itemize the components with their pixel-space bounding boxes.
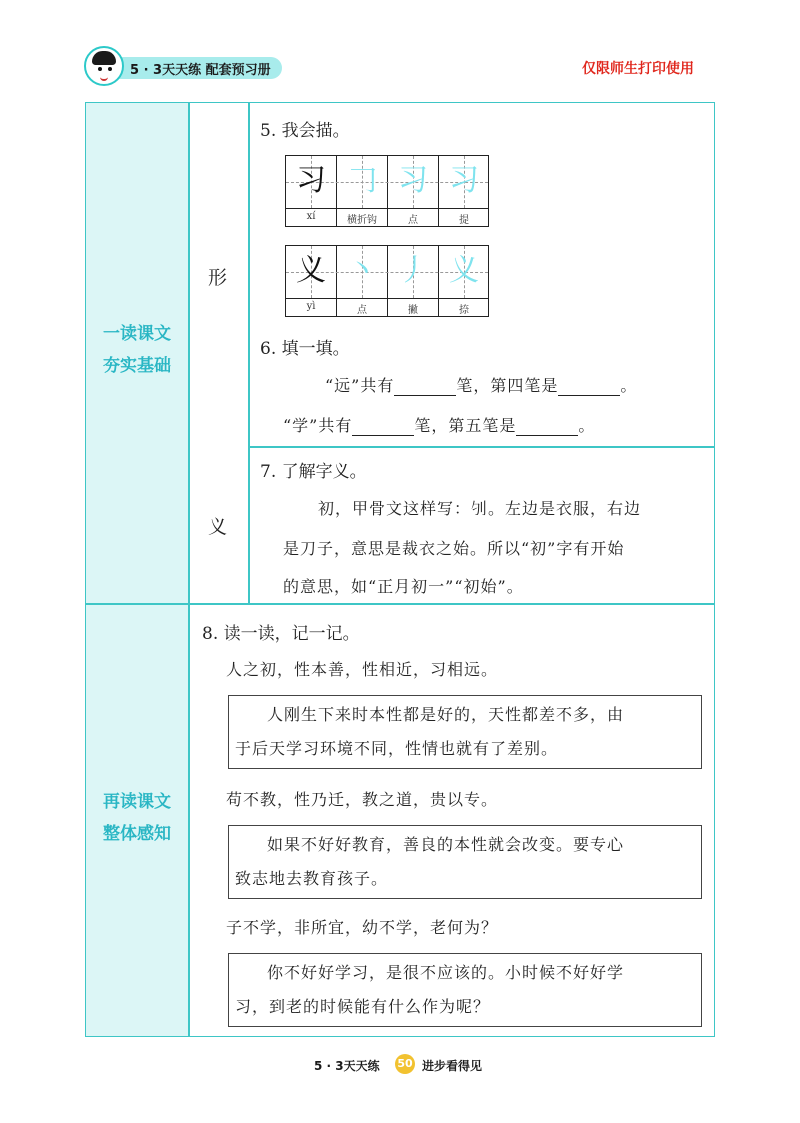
writing-grid-1 (285, 155, 489, 227)
explanation-box-1: 人刚生下来时本性都是好的，天性都差不多，由 于后天学习环境不同，性情也就有了差别。 (228, 695, 702, 769)
grid-1-trace-3: 习 (449, 163, 479, 198)
explanation-box-3: 你不好好学习，是很不应该的。小时候不好好学 习，到老的时候能有什么作为呢？ (228, 953, 702, 1027)
grid-1-pinyin: xí (306, 211, 316, 222)
question-6-line-2: “学”共有 笔，第五笔是 。 (283, 416, 596, 435)
header-title: 5 · 3天天练 配套预习册 (130, 63, 271, 78)
question-7-title: 7. 了解字义。 (260, 462, 367, 482)
sub-label-form: 形 (208, 267, 228, 289)
verse-3: 子不学，非所宜，幼不学，老何为？ (226, 918, 499, 937)
grid-1-stroke-2: 点 (408, 215, 418, 226)
grid-2-trace-1: 丶 (347, 253, 377, 288)
grid-1-trace-2: 习 (398, 163, 428, 198)
answer-blank[interactable] (558, 376, 620, 396)
answer-blank[interactable] (516, 416, 578, 436)
question-7-line-3: 的意思，如“正月初一”“初始”。 (283, 577, 524, 596)
grid-2-trace-3: 义 (449, 253, 479, 288)
footer-slogan: 进步看得见 (422, 1059, 483, 1073)
question-7-line-2: 是刀子，意思是裁衣之始。所以“初”字有开始 (283, 539, 625, 558)
divider (86, 603, 714, 605)
grid-2-char: 义 (296, 253, 326, 288)
divider (188, 103, 190, 1036)
divider (248, 103, 250, 603)
category-label-1: 一读课文 夯实基础 (103, 324, 171, 376)
grid-2-pinyin: yì (306, 301, 316, 312)
question-6-title: 6. 填一填。 (260, 339, 350, 359)
mascot-icon (84, 46, 124, 86)
question-5-title: 5. 我会描。 (260, 121, 350, 141)
verse-1: 人之初，性本善，性相近，习相远。 (226, 660, 499, 679)
grid-1-trace-1: 𠃌 (347, 163, 377, 198)
category-label-2: 再读课文 整体感知 (103, 792, 171, 844)
grid-1-char: 习 (296, 163, 326, 198)
answer-blank[interactable] (394, 376, 456, 396)
question-6-line-1: “远”共有 笔，第四笔是 。 (325, 376, 638, 395)
question-7-line-1: 初，甲骨文这样写：𠚭。左边是衣服，右边 (318, 499, 642, 518)
verse-2: 苟不教，性乃迁，教之道，贵以专。 (226, 790, 499, 809)
page-number: 50 (395, 1054, 415, 1074)
grid-2-stroke-3: 捺 (459, 305, 469, 316)
grid-2-stroke-2: 撇 (408, 305, 418, 316)
writing-grid-2 (285, 245, 489, 317)
sub-label-meaning: 义 (208, 516, 228, 538)
grid-2-stroke-1: 点 (357, 305, 367, 316)
grid-2-trace-2: 丿 (398, 253, 428, 288)
question-8-title: 8. 读一读，记一记。 (202, 624, 360, 644)
explanation-box-2: 如果不好好教育，善良的本性就会改变。要专心 致志地去教育孩子。 (228, 825, 702, 899)
footer-brand: 5 · 3天天练 (314, 1059, 380, 1073)
answer-blank[interactable] (352, 416, 414, 436)
print-notice: 仅限师生打印使用 (582, 61, 694, 77)
divider (248, 446, 714, 448)
grid-1-stroke-3: 提 (459, 215, 469, 226)
grid-1-stroke-1: 横折钩 (347, 215, 377, 226)
